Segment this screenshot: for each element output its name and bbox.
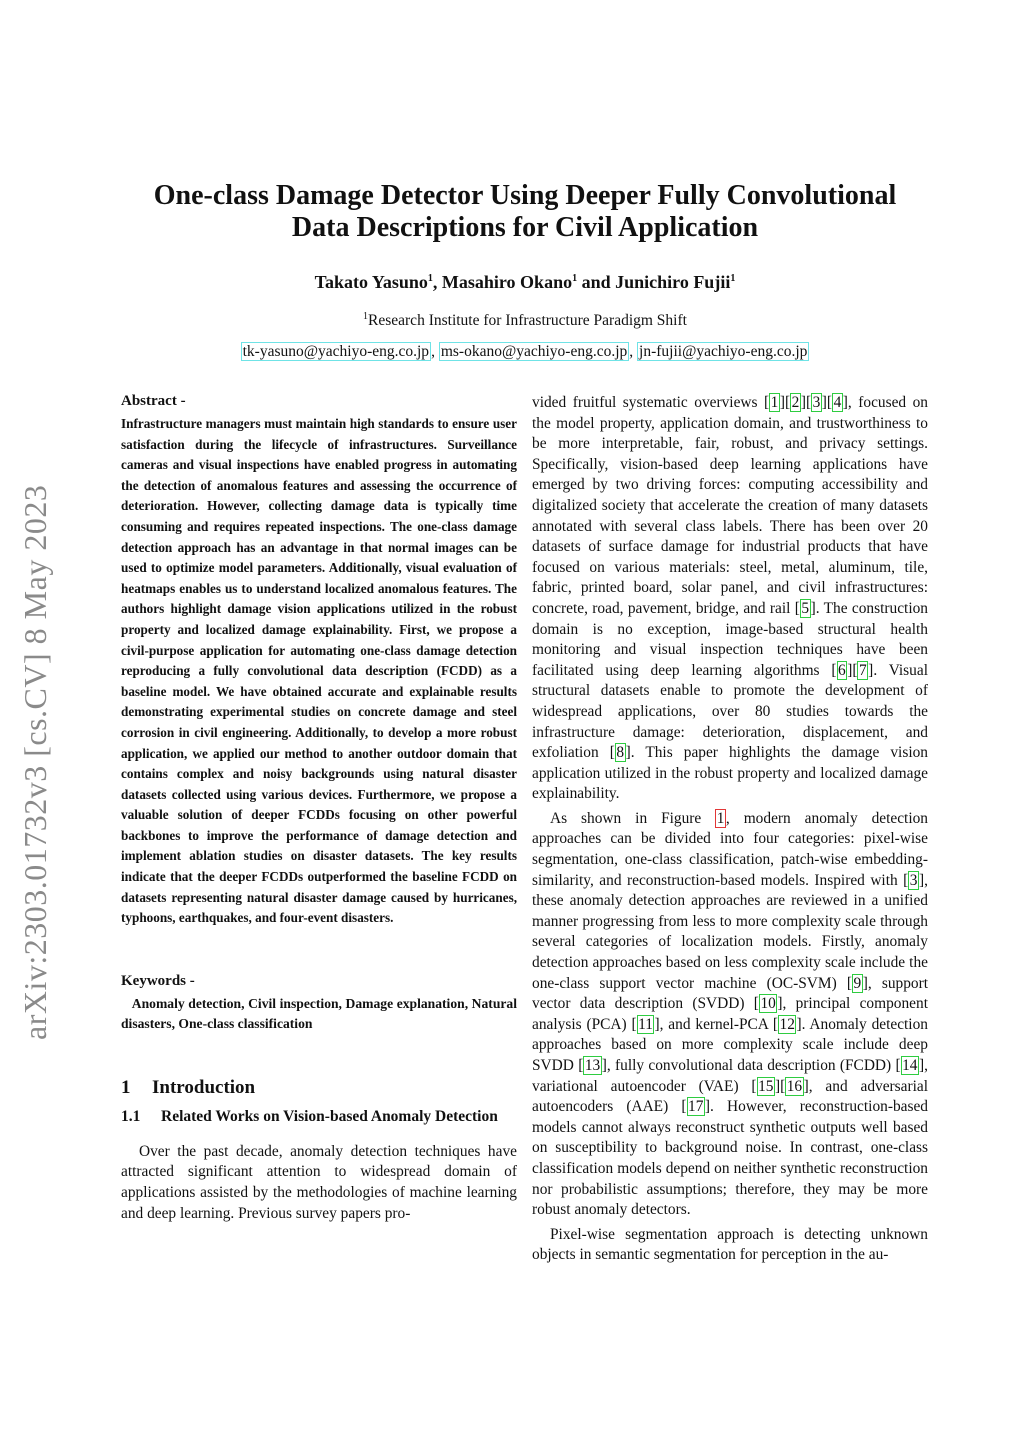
body-paragraph: As shown in Figure 1, modern anomaly detection approaches can be divided into four categories: pixel-wise segmentation, one-class classification, patch-wise embedding-similarity, and reconstruction-based models. Inspired with [3], these anomaly detection approaches are reviewed in a unified manner progressing from less to more complexity scale through several categories of localization models. Firstly, anomaly detection approaches based on less complexity scale include the one-class support vector machine (OC-SVM) [9], support vector data description (SVDD) [10], principal component analysis (PCA) [11], and kernel-PCA [12]. Anomaly detection approaches based on more complexity scale include deep SVDD [13], fully convolutional data description (FCDD) [14], variational autoencoder (VAE) [15][16], and adversarial autoencoders (AAE) [17]. However, reconstruction-based models cannot always reconstruct synthetic outputs well based on susceptibility to background noise. In contrast, one-class classification models depend on neither synthetic reconstruction nor probabilistic assumptions; therefore, they may be more robust anomaly detectors. [532, 809, 929, 1219]
text-run: , these anomaly detection approaches are reviewed in a unified manner progressing from less to more complexity scale through several categories of localization models. Firstly, anomaly detection approaches based on less complexity scale include the one-class support vector machine (OC-SVM) [532, 871, 928, 992]
email-link[interactable]: ms-okano@yachiyo-eng.co.jp [440, 343, 628, 360]
author-separator: , [432, 272, 442, 292]
abstract-text: Infrastructure managers must maintain high standards to ensure user satisfaction during the lifecycle of infrastructures. Surveillance cameras and visual inspections have enabled progress in automating the detection of anomalous features and assessing the occurrence of deterioration. However, collecting damage data is typically time consuming and requires repeated inspections. The one-class damage detection approach has an advantage in that normal images can be used to optimize model parameters. Additionally, visual evaluation of heatmaps enables us to understand localized anomalous features. The authors highlight damage vision applications utilized in the robust property and localized damage explainability. First, we propose a civil-purpose application for automating one-class damage detection reproducing a fully convolutional data description (FCDD) as a baseline model. We have obtained accurate and explainable results demonstrating experimental studies on concrete damage and steel corrosion in civil engineering. Additionally, to develop a more robust application, we applied our method to another outdoor domain that contains complex and noisy backgrounds using natural disaster datasets collected using various devices. Furthermore, we propose a valuable solution of deeper FCDDs focusing on other powerful backbones to improve the performance of damage detection and implement ablation studies on disaster datasets. The key results indicate that the deeper FCDDs outperformed the baseline FCDD on datasets representing natural disaster damage caused by hurricanes, typhoons, earthquakes, and four-event disasters. [121, 416, 517, 926]
text-run: . Visual structural datasets enable to promote the development of widespread applications, over 80 studies towards the infrastructure damage: deterioration, displacement, and exfoliation [532, 661, 928, 762]
citation-link[interactable]: 14 [902, 1057, 918, 1074]
author-list [100, 272, 950, 293]
text-run: , fully convolutional data description (FCDD) [606, 1057, 896, 1074]
right-column [532, 393, 928, 1266]
author-name: Masahiro Okano [441, 272, 573, 292]
left-column [121, 393, 517, 1224]
text-run: . This paper highlights the damage vision application utilized in the robust property and localized damage explainability. [532, 744, 928, 803]
section-number: 1 [121, 1076, 131, 1098]
citation-link[interactable]: 7 [858, 661, 867, 679]
abstract-heading: Abstract - [121, 393, 186, 409]
text-run: , and adversarial autoencoders (AAE) [532, 1077, 928, 1116]
keywords-list: Anomaly detection, Civil inspection, Damage explanation, Natural disasters, One-class classification [121, 995, 517, 1032]
citation-link[interactable]: 5 [801, 599, 810, 617]
email-list: tk-yasuno@yachiyo-eng.co.jp , ms-okano@yachiyo-eng.co.jp , jn-fujii@yachiyo-eng.co.jp [242, 343, 808, 360]
body-paragraph: Pixel-wise segmentation approach is detecting unknown objects in semantic segmentation for perception in the au- [532, 1225, 928, 1264]
text-run: . Anomaly detection approaches based on more complexity scale include deep SVDD [532, 1015, 928, 1074]
email-link[interactable]: tk-yasuno@yachiyo-eng.co.jp [242, 343, 430, 360]
text-run: , principal component analysis (PCA) [532, 995, 928, 1033]
author-name: Junichiro Fujii [615, 272, 731, 292]
citation-link[interactable]: 3 [909, 871, 918, 889]
author-separator: and [577, 272, 616, 292]
affiliation-mark: 1 [572, 273, 578, 284]
title-line-1: One-class Damage Detector Using Deeper Fully Convolutional [153, 180, 897, 211]
arxiv-identifier: arXiv:2303.01732v3 [cs.CV] 8 May 2023 [17, 484, 53, 1040]
citation-link[interactable]: 16 [786, 1077, 803, 1095]
citation-link[interactable]: 4 [833, 394, 842, 411]
citation-link[interactable]: 8 [616, 744, 625, 762]
citation-link[interactable]: 6 [838, 661, 846, 679]
affiliation [100, 311, 950, 330]
affiliation-mark: 1 [363, 311, 369, 322]
email-link[interactable]: jn-fujii@yachiyo-eng.co.jp [639, 343, 808, 360]
keywords-heading: Keywords - [121, 972, 195, 989]
citation-link[interactable]: 3 [812, 394, 821, 411]
section-title: Introduction [152, 1076, 256, 1098]
subsection-heading [121, 1108, 517, 1126]
intro-paragraph: Over the past decade, anomaly detection techniques have attracted significant attention to widespread domain of applications assisted by the methodologies of machine learning and deep learning. Previous survey papers pro- [121, 1142, 517, 1222]
body-paragraph: vided fruitful systematic overviews [1][2][3][4], focused on the model property, application domain, and trustworthiness to be more interpretable, fair, robust, and privacy settings. Specifically, vision-based deep learning applications have emerged by two driving forces: computing accessibility and digitalized society that accelerate the creation of many datasets annotated with several class labels. There has been over 20 datasets of surface damage for industrial products that have focused on various materials: steel, metal, aluminum, tile, fabric, printed board, solar panel, and civil infrastructures: concrete, road, pavement, bridge, and rail [5]. The construction domain is no exception, image-based structural health monitoring and visual inspection techniques have been facilitated using deep learning algorithms [6][7]. Visual structural datasets enable to promote the development of widespread applications, over 80 studies towards the infrastructure damage: deterioration, displacement, and exfoliation [8]. This paper highlights the damage vision application utilized in the robust property and localized damage explainability. [532, 394, 929, 803]
text-run: . The construction domain is no exception, image-based structural health monitoring and visual inspection techniques have been facilitated using deep learning algorithms [532, 599, 928, 679]
affiliation-mark: 1 [730, 273, 736, 284]
text-run: As shown in Figure [550, 809, 716, 827]
text-run: . However, reconstruction-based models cannot always reconstruct synthetic outputs well based on susceptibility to background noise. In contrast, one-class classification models depend on neither synthetic reconstruction nor probabilistic assumptions; therefore, they may be more robust anomaly detectors. [532, 1098, 928, 1219]
text-run: , support vector data description (SVDD) [532, 974, 929, 1013]
subsection-title: Related Works on Vision-based Anomaly Detection [161, 1107, 498, 1125]
citation-link[interactable]: 11 [638, 1015, 653, 1033]
figure-link[interactable]: 1 [716, 809, 725, 827]
text-run: , variational autoencoder (VAE) [532, 1057, 928, 1095]
text-run: , and kernel-PCA [659, 1015, 773, 1033]
author-name: Takato Yasuno [314, 272, 428, 292]
title-line-2: Data Descriptions for Civil Application [291, 212, 759, 243]
citation-link[interactable]: 1 [770, 394, 779, 411]
text-run: , focused on the model property, application domain, and trustworthiness to be more interpretable, fair, robust, and privacy settings. Specifically, vision-based deep learning applications have emerged by two driving forces: computing accessibility and digitalized society that accelerate the creation of many datasets annotated with several class labels. There has been over 20 datasets of surface damage for industrial products that have focused on various materials: steel, metal, aluminum, tile, fabric, printed board, solar panel, and civil infrastructures: concrete, road, pavement, bridge, and rail [532, 394, 929, 617]
affiliation-name: Research Institute for Infrastructure Paradigm Shift [368, 312, 687, 330]
subsection-number: 1.1 [121, 1107, 141, 1125]
text-run: , modern anomaly detection approaches can be divided into four categories: pixel-wise segmentation, one-class classification, patch-wise embedding-similarity, and reconstruction-based models. Inspired with [532, 809, 929, 889]
citation-link[interactable]: 2 [791, 394, 800, 411]
citation-link[interactable]: 10 [760, 995, 776, 1013]
affiliation-mark: 1 [427, 273, 433, 284]
text-run: vided fruitful systematic overviews [532, 394, 765, 411]
citation-link[interactable]: 13 [584, 1057, 601, 1074]
keywords-text [121, 994, 517, 1035]
citation-link[interactable]: 15 [758, 1077, 774, 1095]
citation-link[interactable]: 9 [853, 974, 862, 992]
citation-link[interactable]: 17 [688, 1098, 704, 1116]
citation-link[interactable]: 12 [779, 1015, 795, 1033]
paper-title [100, 180, 950, 244]
section-heading [121, 1077, 517, 1099]
